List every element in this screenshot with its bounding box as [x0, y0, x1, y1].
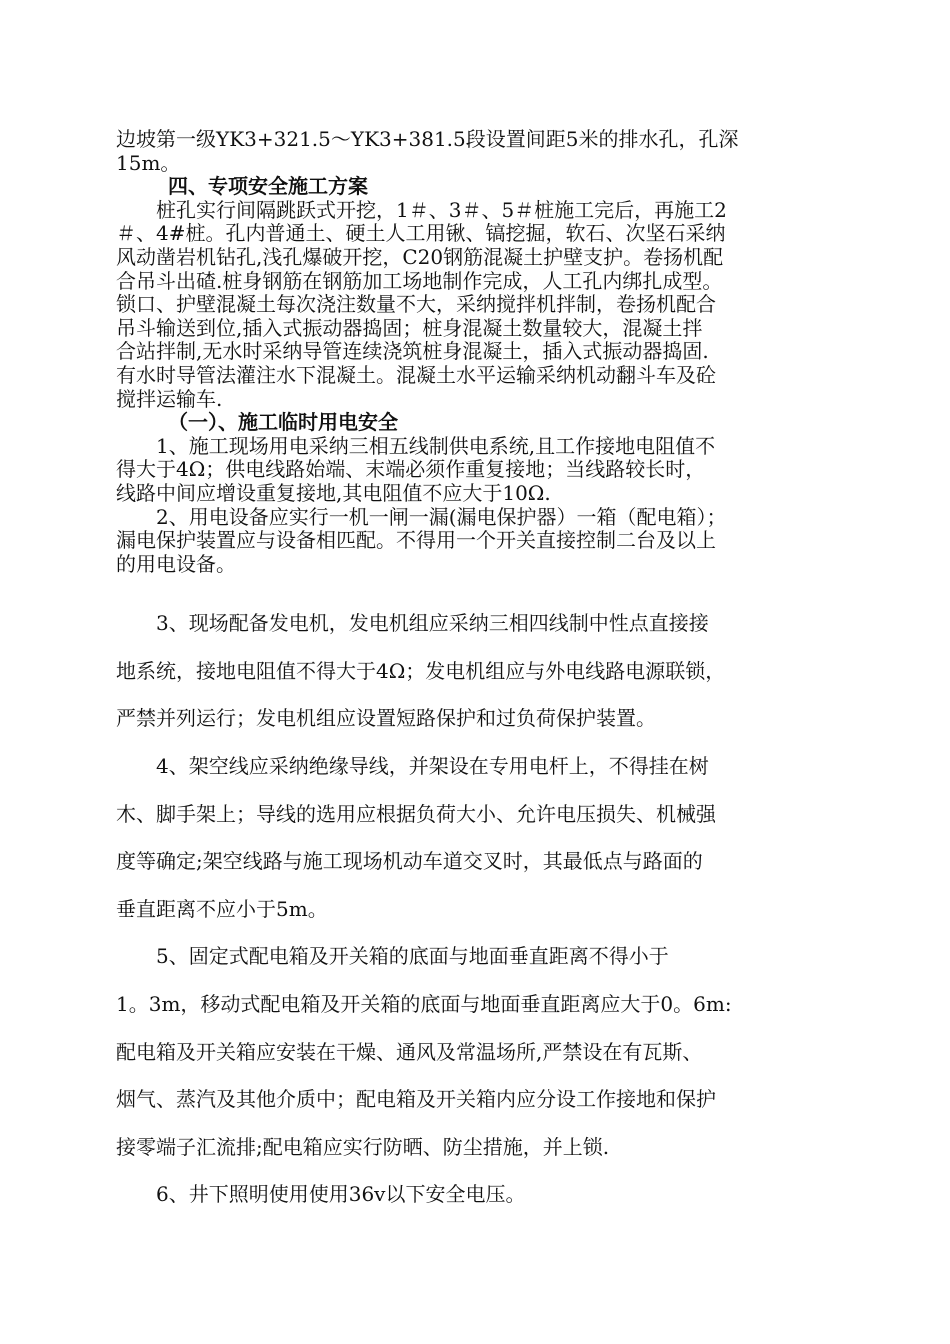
item-line: 配电箱及开关箱应安装在干燥、通风及常温场所,严禁设在有瓦斯、	[116, 1039, 703, 1064]
item-line: 3、现场配备发电机，发电机组应采纳三相四线制中性点直接接	[156, 611, 709, 636]
paragraph-line: ＃、4#桩。孔内普通土、硬土人工用锹、镐挖掘，软石、次坚石采纳	[116, 221, 726, 246]
item-line: 垂直距离不应小于5m。	[116, 896, 328, 921]
paragraph-line: 风动凿岩机钻孔,浅孔爆破开挖，C20钢筋混凝土护壁支护。卷扬机配	[116, 244, 724, 269]
intro-line: 15m。	[116, 150, 181, 175]
item-line: 漏电保护装置应与设备相匹配。不得用一个开关直接控制二台及以上	[116, 528, 716, 553]
paragraph-line: 桩孔实行间隔跳跃式开挖，1＃、3＃、5＃桩施工完后，再施工2	[156, 197, 727, 222]
item-line: 的用电设备。	[116, 551, 236, 576]
document-page	[116, 128, 846, 1219]
paragraph-line: 合吊斗出碴.桩身钢筋在钢筋加工场地制作完成，人工孔内绑扎成型。	[116, 268, 723, 293]
intro-line: 边坡第一级YK3+321.5～YK3+381.5段设置间距5米的排水孔，孔深	[116, 127, 739, 151]
item-line: 得大于4Ω；供电线路始端、末端必须作重复接地；当线路较长时，	[116, 457, 706, 482]
item-line: 1。3m，移动式配电箱及开关箱的底面与地面垂直距离应大于0。6m:	[116, 992, 732, 1017]
item-line: 1、施工现场用电采纳三相五线制供电系统,且工作接地电阻值不	[156, 433, 716, 458]
item-line: 6、井下照明使用使用36v以下安全电压。	[156, 1182, 526, 1207]
item-line: 4、架空线应采纳绝缘导线，并架设在专用电杆上，不得挂在树	[156, 754, 709, 779]
paragraph-spacer	[116, 576, 846, 600]
item-line: 2、用电设备应实行一机一闸一漏(漏电保护器）一箱（配电箱）；	[156, 504, 727, 529]
item-line: 度等确定;架空线路与施工现场机动车道交叉时，其最低点与路面的	[116, 849, 703, 874]
item-line: 烟气、蒸汽及其他介质中；配电箱及开关箱内应分设工作接地和保护	[116, 1087, 716, 1112]
paragraph-line: 有水时导管法灌注水下混凝土。混凝土水平运输采纳机动翻斗车及砼	[116, 362, 716, 387]
item-line: 地系统，接地电阻值不得大于4Ω；发电机组应与外电线路电源联锁，	[116, 658, 726, 683]
item-line: 木、脚手架上；导线的选用应根据负荷大小、允许电压损失、机械强	[116, 801, 716, 826]
paragraph-line: 吊斗输送到位,插入式振动器捣固；桩身混凝土数量较大，混凝土拌	[116, 315, 703, 340]
item-line: 接零端子汇流排;配电箱应实行防晒、防尘措施，并上锁.	[116, 1134, 610, 1159]
paragraph-line: 锁口、护壁混凝土每次浇注数量不大，采纳搅拌机拌制，卷扬机配合	[116, 292, 716, 317]
section-heading: 四、专项安全施工方案	[168, 174, 368, 199]
subsection-heading: （一）、施工临时用电安全	[168, 410, 398, 435]
item-line: 5、固定式配电箱及开关箱的底面与地面垂直距离不得小于	[156, 944, 669, 969]
item-line: 线路中间应增设重复接地,其电阻值不应大于10Ω.	[116, 480, 551, 505]
item-line: 严禁并列运行；发电机组应设置短路保护和过负荷保护装置。	[116, 706, 656, 731]
paragraph-line: 搅拌运输车.	[116, 386, 223, 411]
paragraph-line: 合站拌制,无水时采纳导管连续浇筑桩身混凝土，插入式振动器捣固.	[116, 339, 709, 364]
